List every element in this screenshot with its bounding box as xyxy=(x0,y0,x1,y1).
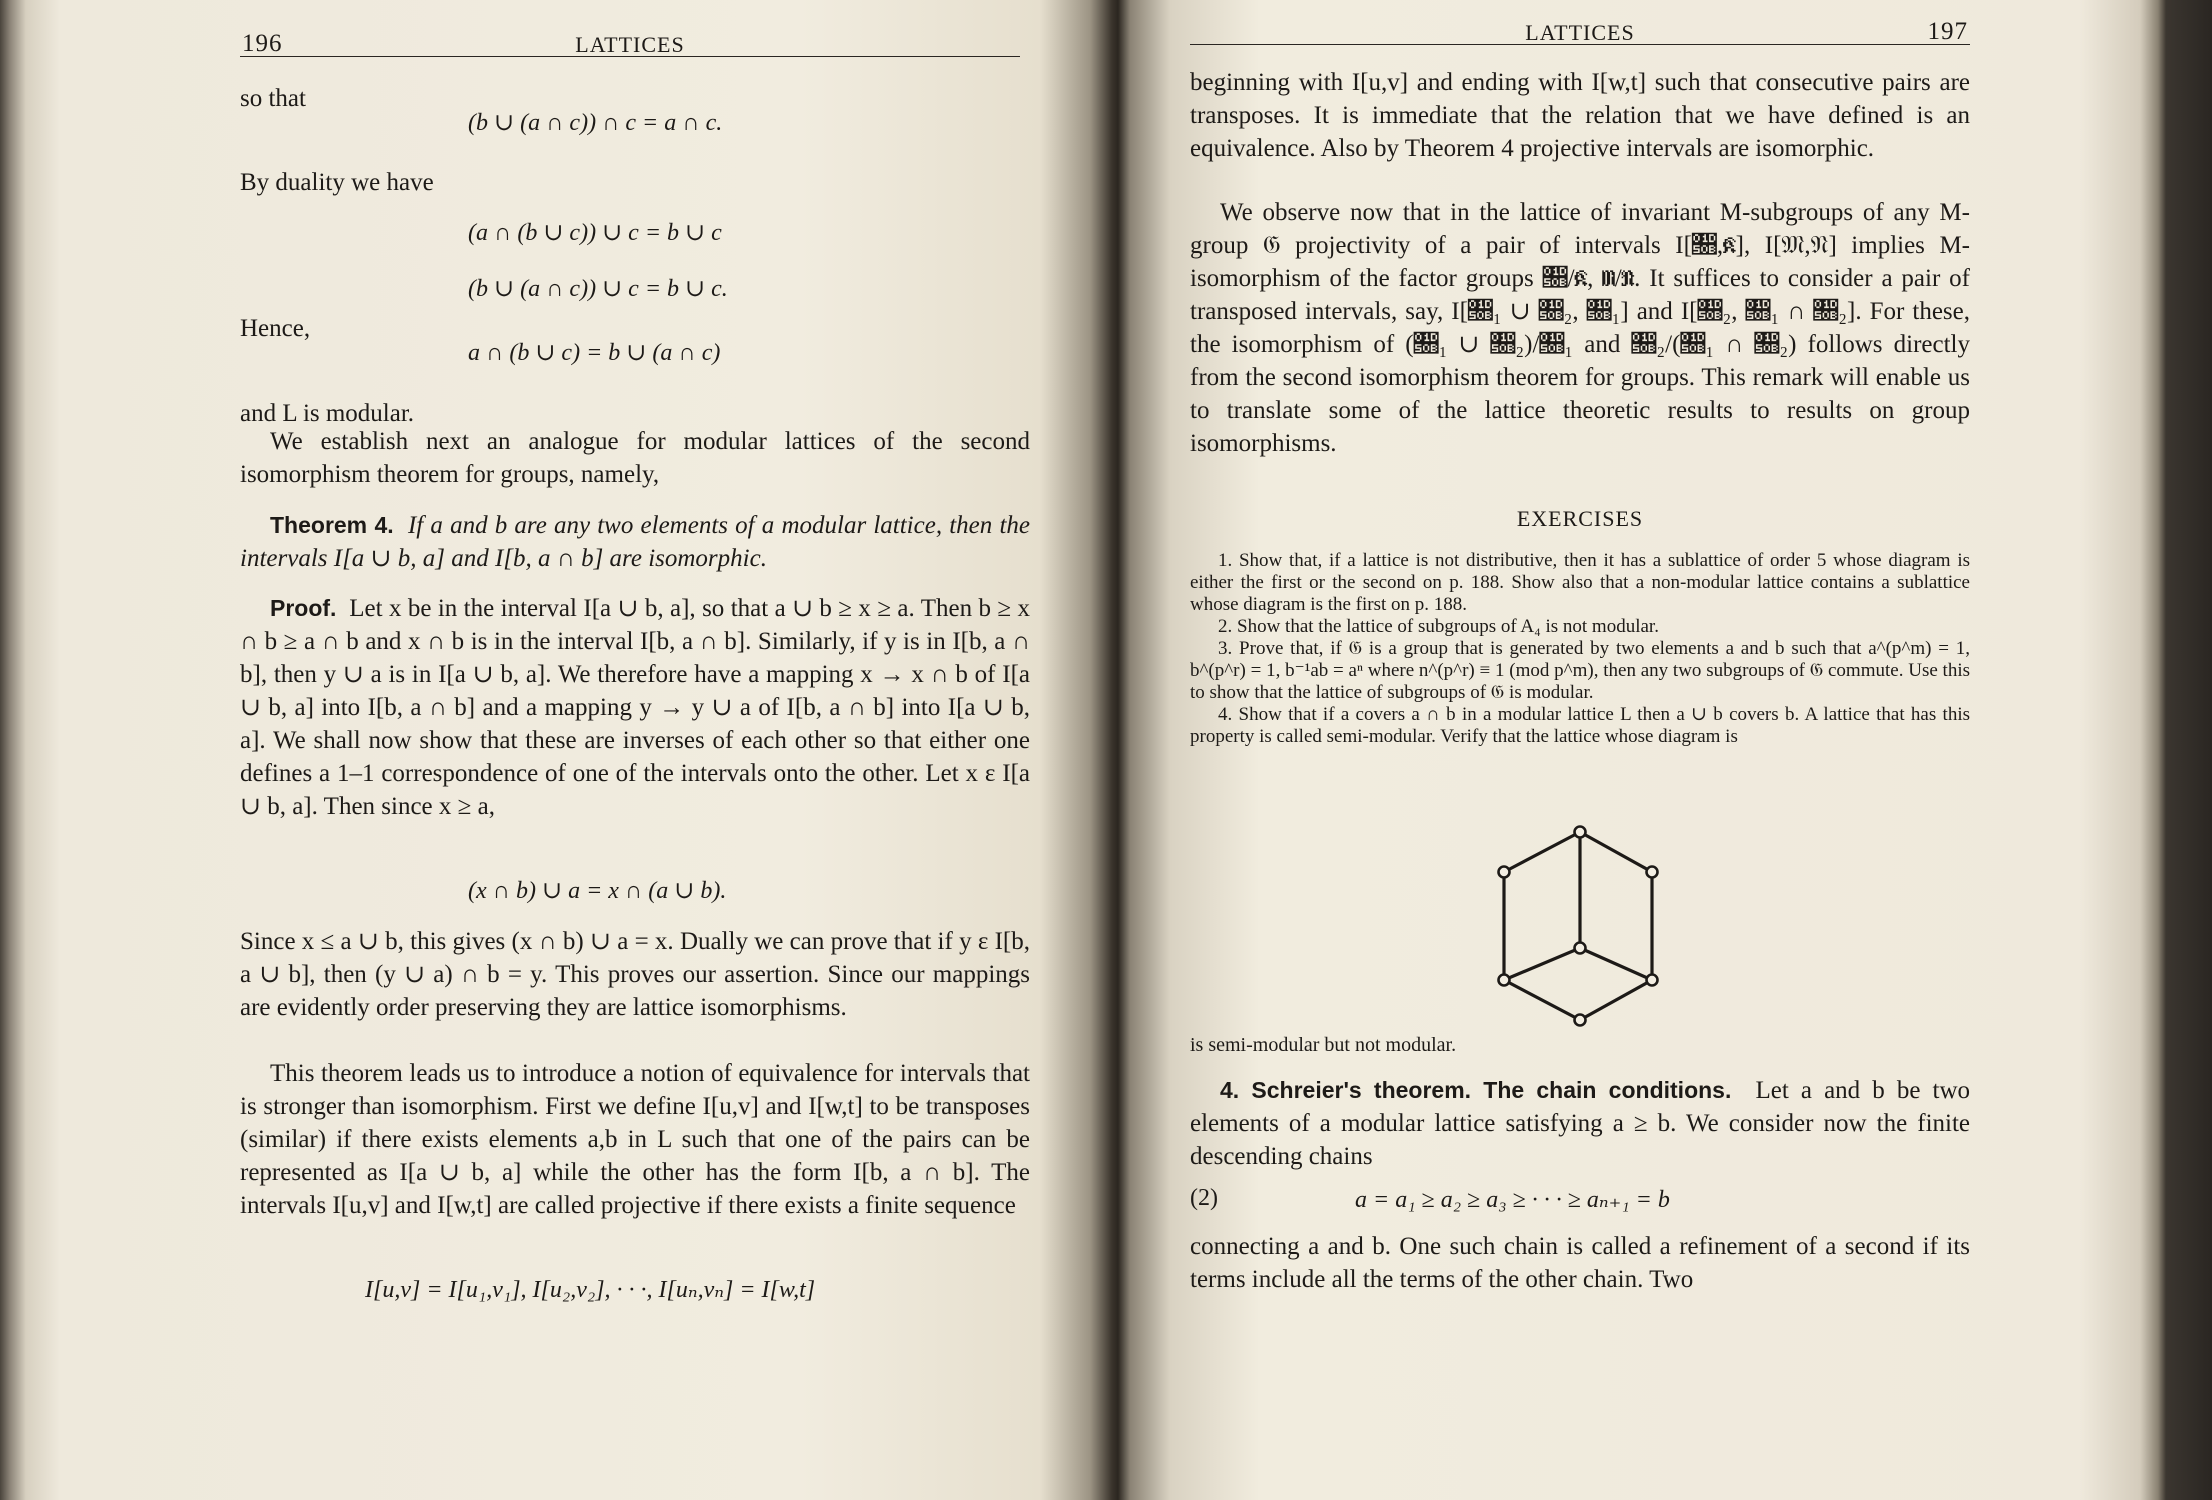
paragraph-establish-text: We establish next an analogue for modular lattices of the second isomorphism theorem for groups, namely, xyxy=(240,428,1030,488)
theorem-text: If a and b are any two elements of a modular lattice, then the intervals I[a ∪ b, a] and I[b, a ∩ b] are isomorphic. xyxy=(240,512,1030,572)
equation-2: (a ∩ (b ∪ c)) ∪ c = b ∪ c xyxy=(468,220,722,246)
lattice-diagram xyxy=(1490,820,1680,1040)
paragraph-establish xyxy=(240,425,1030,491)
right-running-title: LATTICES xyxy=(1525,20,1635,45)
lattice-node xyxy=(1647,867,1658,878)
line-so-that: so that xyxy=(240,85,306,112)
diagram-caption: is semi-modular but not modular. xyxy=(1190,1034,1457,1056)
lattice-node xyxy=(1499,975,1510,986)
paragraph-theorem-leads xyxy=(240,1057,1030,1222)
proof xyxy=(240,592,1030,823)
left-running-title: LATTICES xyxy=(575,32,685,57)
paragraph-beginning-text: beginning with I[u,v] and ending with I[w,t] such that consecutive pairs are transposes. It is immediate that the relation that we have defined is an equivalence. Also by Theorem 4 projective intervals are isomorphic. xyxy=(1190,69,1970,162)
exercise-item: 4. Show that if a covers a ∩ b in a modular lattice L then a ∪ b covers b. A lattice that has this property is called semi-modular. Verify that the lattice whose diagram is xyxy=(1190,704,1970,747)
line-hence: Hence, xyxy=(240,315,311,342)
proof-label: Proof. xyxy=(270,595,337,621)
equation-4: a ∩ (b ∪ c) = b ∪ (a ∩ c) xyxy=(468,340,721,366)
paragraph-connecting-text: connecting a and b. One such chain is called a refinement of a second if its terms include all the terms of the other chain. Two xyxy=(1190,1233,1970,1293)
paragraph-beginning xyxy=(1190,66,1970,165)
lattice-node xyxy=(1575,943,1586,954)
left-running-header xyxy=(240,30,1020,57)
lattice-node xyxy=(1499,867,1510,878)
right-page-number: 197 xyxy=(1927,18,1968,45)
equation-1: (b ∪ (a ∩ c)) ∩ c = a ∩ c. xyxy=(468,110,723,136)
paragraph-connecting xyxy=(1190,1230,1970,1296)
left-page-number: 196 xyxy=(242,30,283,57)
theorem-4 xyxy=(240,509,1030,575)
equation-5: (x ∩ b) ∪ a = x ∩ (a ∪ b). xyxy=(468,878,727,904)
exercise-item: 3. Prove that, if 𝔊 is a group that is generated by two elements a and b such that a^(p^m) = 1, b^(p^r) = 1, b⁻¹ab = aⁿ where n^(p^r) ≡ 1 (mod p^m), then any two subgroups of 𝔊 commute. Use this to show that the lattice of subgroups of 𝔊 is modular. xyxy=(1190,638,1970,703)
equation-number-2: (2) xyxy=(1190,1185,1218,1211)
line-modular: and L is modular. xyxy=(240,400,415,427)
exercises-list xyxy=(1190,550,1970,748)
paragraph-observe xyxy=(1190,196,1970,460)
proof-text: Let x be in the interval I[a ∪ b, a], so that a ∪ b ≥ x ≥ a. Then b ≥ x ∩ b ≥ a ∩ b and x ∩ b is in the interval I[b, a ∩ b]. Similarly, if y is in I[b, a ∩ b], then y ∪ a is in I[a ∪ b, a]. We therefore have a mapping x → x ∩ b of I[a ∪ b, a] into I[b, a ∩ b] and a mapping y → y ∪ a of I[b, a ∩ b] into I[a ∪ b, a]. We shall now show that these are inverses of each other so that either one defines a 1–1 correspondence of one of the intervals onto the other. Let x ε I[a ∪ b, a]. Then since x ≥ a, xyxy=(240,595,1030,820)
section-text: Let a and b be two elements of a modular lattice satisfying a ≥ b. We consider now the finite descending chains xyxy=(1190,1077,1970,1170)
paragraph-theorem-leads-text: This theorem leads us to introduce a notion of equivalence for intervals that is stronger than isomorphism. First we define I[u,v] and I[w,t] to be transposes (similar) if there exists elements a,b in L such that one of the pairs can be represented as I[a ∪ b, a] while the other has the form I[b, a ∩ b]. The intervals I[u,v] and I[w,t] are called projective if there exists a finite sequence xyxy=(240,1060,1030,1219)
theorem-label: Theorem 4. xyxy=(270,512,394,538)
exercise-item: 2. Show that the lattice of subgroups of A₄ is not modular. xyxy=(1218,616,1659,637)
section-label: 4. Schreier's theorem. The chain conditions. xyxy=(1220,1077,1732,1103)
exercise-item: 1. Show that, if a lattice is not distributive, then it has a sublattice of order 5 whose diagram is either the first or the second on p. 188. Show also that a non-modular lattice contains a sublattice whose diagram is the first on p. 188. xyxy=(1190,550,1970,615)
paragraph-since xyxy=(240,925,1030,1024)
paragraph-since-text: Since x ≤ a ∪ b, this gives (x ∩ b) ∪ a = x. Dually we can prove that if y ε I[b, a ∪ b], then (y ∪ a) ∩ b = y. This proves our assertion. Since our mappings are evidently order preserving they are lattice isomorphisms. xyxy=(240,928,1030,1021)
equation-3: (b ∪ (a ∩ c)) ∪ c = b ∪ c. xyxy=(468,276,728,302)
exercises-heading: EXERCISES xyxy=(1516,506,1644,531)
lattice-node xyxy=(1575,827,1586,838)
lattice-node xyxy=(1575,1015,1586,1026)
section-4 xyxy=(1190,1074,1970,1173)
lattice-node xyxy=(1647,975,1658,986)
right-running-header xyxy=(1190,18,1970,45)
equation-chain: a = a₁ ≥ a₂ ≥ a₃ ≥ · · · ≥ aₙ₊₁ = b xyxy=(1355,1187,1670,1213)
line-duality: By duality we have xyxy=(240,169,434,196)
equation-6: I[u,v] = I[u₁,v₁], I[u₂,v₂], · · ·, I[uₙ,vₙ] = I[w,t] xyxy=(365,1277,816,1303)
paragraph-observe-text: We observe now that in the lattice of invariant M-subgroups of any M-group 𝔊 projectivity of a pair of intervals I[𝔋,𝔎], I[𝔐,𝔑] implies M-isomorphism of the factor groups 𝔋/𝔎, 𝔐/𝔑. It suffices to consider a pair of transposed intervals, say, I[𝔋₁ ∪ 𝔋₂, 𝔋₁] and I[𝔋₂, 𝔋₁ ∩ 𝔋₂]. For these, the isomorphism of (𝔋₁ ∪ 𝔋₂)/𝔋₁ and 𝔋₂/(𝔋₁ ∩ 𝔋₂) follows directly from the second isomorphism theorem for groups. This remark will enable us to translate some of the lattice theoretic results to results on group isomorphisms. xyxy=(1190,199,1970,457)
